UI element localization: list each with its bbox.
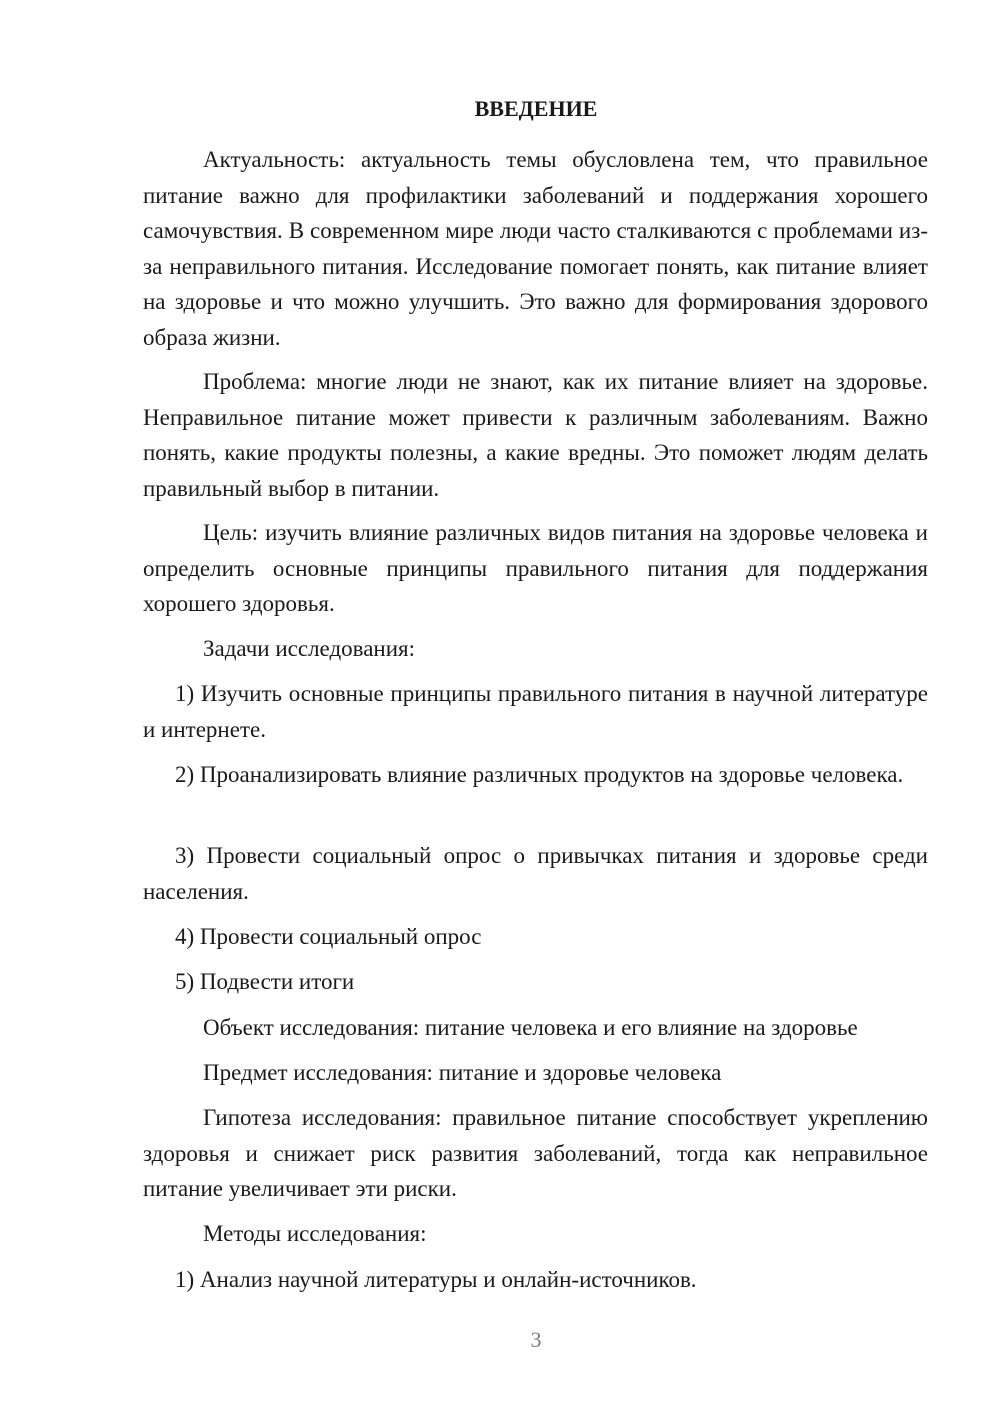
methods-heading: Методы исследования: xyxy=(203,1221,427,1246)
task-item-3: 3) Провести социальный опрос о привычках питания и здоровье среди населения. xyxy=(143,843,928,904)
task-item-1: 1) Изучить основные принципы правильного питания в научной литературе и интернете. xyxy=(143,681,928,742)
actuality-paragraph: Актуальность: актуальность темы обусловлена тем, что правильное питание важно для профилактики заболеваний и поддержания хорошего самочувствия. В современном мире люди часто сталкиваются с проблемами из-за неправильного питания. Исследование помогает понять, как питание влияет на здоровье и что можно улучшить. Это важно для формирования здорового образа жизни. xyxy=(143,147,928,350)
task-item-4: 4) Провести социальный опрос xyxy=(175,924,482,949)
method-item-1: 1) Анализ научной литературы и онлайн-источников. xyxy=(175,1267,697,1292)
hypothesis-paragraph: Гипотеза исследования: правильное питание способствует укреплению здоровья и снижает риск развития заболеваний, тогда как неправильное питание увеличивает эти риски. xyxy=(143,1105,928,1201)
section-title: ВВЕДЕНИЕ xyxy=(474,96,598,121)
task-item-5: 5) Подвести итоги xyxy=(175,969,355,994)
goal-paragraph: Цель: изучить влияние различных видов питания на здоровье человека и определить основные принципы правильного питания для поддержания хорошего здоровья. xyxy=(143,520,928,616)
object-line: Объект исследования: питание человека и его влияние на здоровье xyxy=(203,1015,858,1040)
tasks-heading: Задачи исследования: xyxy=(203,636,416,661)
page-number: 3 xyxy=(530,1327,542,1352)
subject-line: Предмет исследования: питание и здоровье человека xyxy=(203,1060,722,1085)
problem-paragraph: Проблема: многие люди не знают, как их питание влияет на здоровье. Неправильное питание может привести к различным заболеваниям. Важно понять, какие продукты полезны, а какие вредны. Это поможет людям делать правильный выбор в питании. xyxy=(143,369,928,501)
task-item-2: 2) Проанализировать влияние различных продуктов на здоровье человека. xyxy=(175,762,904,787)
